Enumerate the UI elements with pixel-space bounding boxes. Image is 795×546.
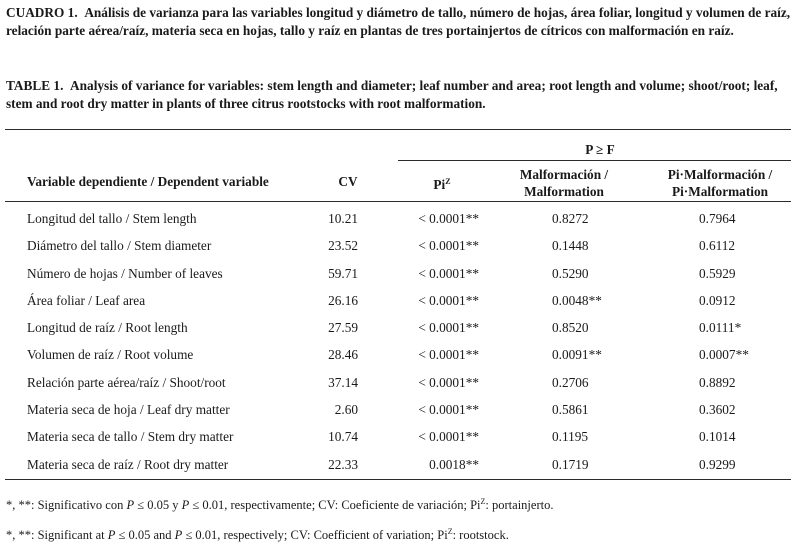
- footnote-text: : portainjerto.: [485, 498, 554, 513]
- cell-variable: Materia seca de tallo / Stem dry matter: [27, 429, 234, 445]
- cell-cv: 23.52: [328, 238, 358, 254]
- table-top-rule: [5, 129, 791, 130]
- footnote-text: *, **: Significant at: [6, 528, 108, 543]
- header-line-en: Malformation: [524, 184, 604, 199]
- cell-pi: < 0.0001**: [418, 402, 479, 418]
- footnote-text: ≤ 0.05 and: [115, 528, 175, 543]
- cell-variable: Diámetro del tallo / Stem diameter: [27, 238, 212, 254]
- caption-label: CUADRO 1.: [6, 5, 78, 20]
- p-symbol: P: [126, 498, 135, 513]
- cell-cv: 59.71: [328, 265, 358, 281]
- cell-malformation: 0.1195: [552, 429, 589, 445]
- p-symbol: P: [174, 528, 183, 543]
- cell-pi: < 0.0001**: [418, 374, 479, 390]
- cell-pi: < 0.0001**: [418, 238, 479, 254]
- cell-cv: 27.59: [328, 320, 358, 336]
- pi-superscript: Z: [445, 177, 451, 186]
- table-body: [0, 205, 795, 478]
- cell-malformation: 0.1448: [552, 238, 589, 254]
- cell-cv: 10.74: [328, 429, 358, 445]
- cell-cv: 37.14: [328, 374, 358, 390]
- footnote-superscript: Z: [480, 497, 486, 506]
- header-line-en: Pi·Malformation: [671, 184, 768, 199]
- table-bottom-rule: [5, 479, 791, 480]
- caption-english: [6, 77, 792, 113]
- table-row: [0, 423, 795, 450]
- table-row: [0, 341, 795, 368]
- cell-pi-malformation: 0.7964: [699, 211, 736, 226]
- cell-pi: < 0.0001**: [418, 211, 479, 226]
- table-row: [0, 396, 795, 423]
- cell-malformation: 0.5290: [552, 265, 589, 281]
- p-symbol: P: [107, 528, 116, 543]
- column-header-pi-malformation: [650, 166, 790, 200]
- cell-variable: Longitud de raíz / Root length: [27, 320, 188, 336]
- cell-cv: 2.60: [334, 402, 358, 418]
- table-row: [0, 232, 795, 259]
- cell-pi-malformation: 0.6112: [699, 238, 736, 254]
- p-symbol: P: [181, 498, 190, 513]
- column-header-cv: CV: [338, 174, 358, 189]
- cell-cv: 10.21: [328, 211, 358, 226]
- cell-malformation: 0.8272: [552, 211, 589, 226]
- footnote-english: [6, 524, 509, 543]
- cell-malformation: 0.0048**: [552, 292, 602, 308]
- footnote-text: ≤ 0.01, respectivamente; CV: Coeficiente de variación; Pi: [189, 498, 481, 513]
- cell-malformation: 0.2706: [552, 374, 589, 390]
- cell-pi-malformation: 0.5929: [699, 265, 736, 281]
- footnote-text: ≤ 0.01, respectively; CV: Coefficient of variation; Pi: [182, 528, 448, 543]
- cell-pi-malformation: 0.0111*: [699, 320, 742, 336]
- cell-variable: Número de hojas / Number of leaves: [27, 265, 223, 281]
- footnote-spanish: [6, 494, 553, 513]
- cell-pi-malformation: 0.9299: [699, 456, 736, 472]
- cell-variable: Materia seca de hoja / Leaf dry matter: [27, 402, 230, 418]
- caption-text: Análisis de varianza para las variables longitud y diámetro de tallo, número de hojas, área foliar, longitud y volumen de raíz, relación parte aérea/raíz, materia seca en hojas, tallo y raíz en plantas de tres portainjertos de cítricos con malformación en raíz.: [6, 5, 791, 38]
- cell-pi: < 0.0001**: [418, 292, 479, 308]
- header-line-es: Malformación /: [519, 167, 609, 182]
- column-header-malformation: [504, 166, 624, 200]
- cell-variable: Relación parte aérea/raíz / Shoot/root: [27, 374, 226, 390]
- cell-variable: Longitud del tallo / Stem length: [27, 211, 197, 226]
- header-line-es: Pi·Malformación /: [667, 167, 773, 182]
- caption-text: Analysis of variance for variables: stem length and diameter; leaf number and area; root length and volume; shoot/root; leaf, stem and root dry matter in plants of three citrus rootstocks with root malformation.: [6, 78, 778, 111]
- table-row: [0, 287, 795, 314]
- cell-pi: < 0.0001**: [418, 265, 479, 281]
- cell-malformation: 0.8520: [552, 320, 589, 336]
- cell-variable: Volumen de raíz / Root volume: [27, 347, 194, 363]
- table-header-rule: [5, 201, 791, 202]
- pi-label: Pi: [433, 177, 446, 192]
- cell-pi-malformation: 0.1014: [699, 429, 736, 445]
- footnote-text: : rootstock.: [452, 528, 509, 543]
- caption-spanish: [6, 4, 792, 40]
- cell-variable: Materia seca de raíz / Root dry matter: [27, 456, 229, 472]
- cell-pi: < 0.0001**: [418, 347, 479, 363]
- caption-label: TABLE 1.: [6, 78, 64, 93]
- cell-pi: 0.0018**: [429, 456, 479, 472]
- column-header-variable: Variable dependiente / Dependent variable: [27, 174, 269, 189]
- cell-cv: 22.33: [328, 456, 358, 472]
- cell-pi: < 0.0001**: [418, 320, 479, 336]
- table-row: [0, 314, 795, 341]
- table-row: [0, 369, 795, 396]
- table-row: [0, 451, 795, 478]
- cell-pi-malformation: 0.3602: [699, 402, 736, 418]
- cell-pi: < 0.0001**: [418, 429, 479, 445]
- cell-malformation: 0.1719: [552, 456, 589, 472]
- cell-malformation: 0.5861: [552, 402, 589, 418]
- cell-pi-malformation: 0.8892: [699, 374, 736, 390]
- group-header-rule: [398, 160, 791, 161]
- footnote-superscript: Z: [447, 527, 453, 536]
- cell-pi-malformation: 0.0912: [699, 292, 736, 308]
- cell-cv: 26.16: [328, 292, 358, 308]
- cell-cv: 28.46: [328, 347, 358, 363]
- group-header-p-f: P ≥ F: [585, 142, 615, 157]
- table-row: [0, 205, 795, 232]
- footnote-text: ≤ 0.05 y: [134, 498, 182, 513]
- table-row: [0, 260, 795, 287]
- cell-variable: Área foliar / Leaf area: [27, 292, 146, 308]
- footnote-text: *, **: Significativo con: [6, 498, 127, 513]
- cell-malformation: 0.0091**: [552, 347, 602, 363]
- column-header-pi: [412, 173, 472, 193]
- cell-pi-malformation: 0.0007**: [699, 347, 749, 363]
